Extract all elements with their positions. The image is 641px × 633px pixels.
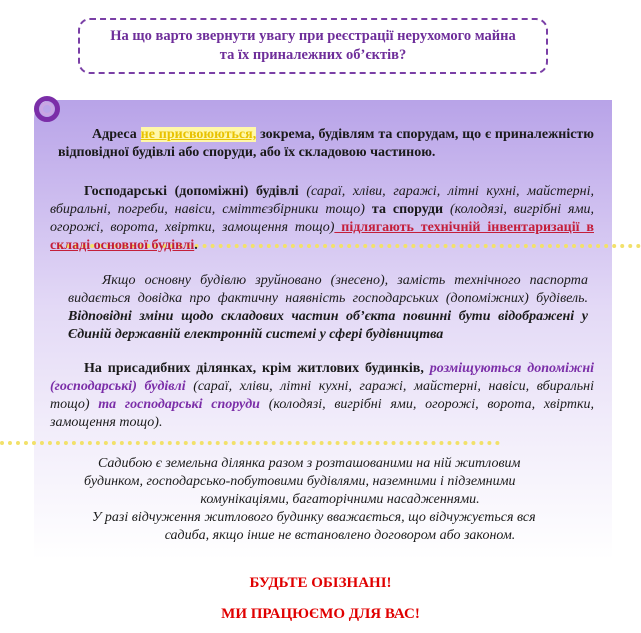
inventory-requirement: підлягають технічній інвентаризації (334, 220, 580, 235)
footer-be-informed: БУДЬТЕ ОБІЗНАНІ! (249, 575, 392, 591)
main-building-note: в складі основної будівлі (50, 220, 594, 253)
ring-inner-ornament (40, 102, 54, 116)
highlight-not-assigned: не присвоюються, (140, 127, 257, 142)
title-line-1: На що варто звернути увагу при реєстрації нерухомого майна (110, 28, 516, 44)
footer-we-work-for-you: МИ ПРАЦЮЄМО ДЛЯ ВАС! (221, 606, 420, 622)
title-line-2: та їх приналежних об’єктів? (219, 47, 407, 63)
paragraph-address: Адреса не присвоюються, зокрема, будівлям та спорудам, що є приналежністю відповідної будівлі або споруди, або їх складовою частиною. (58, 127, 594, 160)
page-title (110, 27, 516, 65)
registry-note: Відповідні зміни щодо складових частин об’єкта повинні бути відображені у Єдиній державній електронній системі у сфері будівництва (68, 309, 588, 342)
paragraph-destroyed-building: Якщо основну будівлю зруйновано (знесено), замість технічного паспорта видається довідка про фактичну наявність господарських (допоміжних) будівель. Відповідні зміни щодо складових частин об’єкта повинні бути відображені у Єдиній державній електронній системі у сфері будівництва (68, 273, 588, 342)
title-box (78, 18, 548, 74)
paragraph-homestead-plots: На присадибних ділянках, крім житлових будинків, розміщуються допоміжні (господарські) будівлі (сараї, хліви, літні кухні, гаражі, майстерні, навіси, вбиральні тощо) та господарські споруди (колодязі, вигрібні ями, огорожі, ворота, хвіртки, замощення тощо). (50, 361, 594, 430)
paragraph-auxiliary-buildings: Господарські (допоміжні) будівлі (сараї, хліви, гаражі, літні кухні, майстерні, вбиральні, погреби, навіси, сміттєзбірники тощо) та споруди (колодязі, вигрібні ями, огорожі, ворота, хвіртки, замощення тощо) підлягають технічній інвентаризації в складі основної будівлі. (50, 184, 595, 253)
dotted-divider-2 (0, 441, 500, 445)
paragraph-homestead-definition: Садибою є земельна ділянка разом з розташованими на ній житловим будинком, господарсько-побутовими будівлями, наземними і підземними комунікаціями, багаторічними насадженнями. У разі відчуження житлового будинку вважається, що відчужується вся садиба, якщо інше не встановлено договором або законом. (84, 456, 536, 543)
